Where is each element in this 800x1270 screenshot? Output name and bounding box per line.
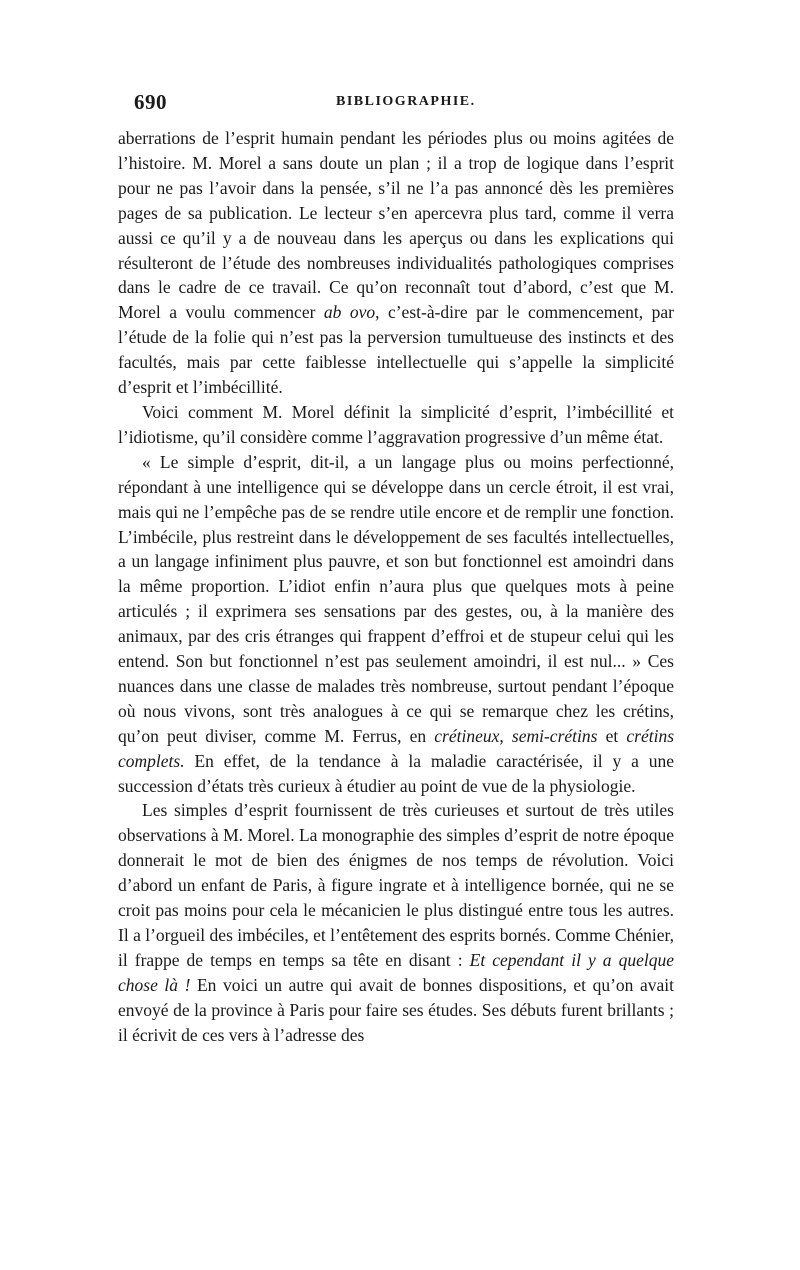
paragraph-1-text: aberrations de l’esprit humain pendant les périodes plus ou moins agitées de l’histoire. M. Morel a sans doute un plan ; il a trop de logique dans l’esprit pour ne pas l’avoir dans la pensée, s’il ne l’a pas annoncé dès les premières pages de sa publication. Le lecteur s’en apercevra plus tard, comme il verra aussi ce qu’il y a de nouveau dans les aperçus ou dans les explications qui résulteront de l’étude des nombreuses individualités pathologiques comprises dans le cadre de ce travail. Ce qu’on reconnaît tout d’abord, c’est que M. Morel a voulu commencer [118, 128, 674, 323]
paragraph-3-sep-2: et [605, 725, 619, 746]
paragraph-3-end: En effet, de la tendance à la maladie caractérisée, il y a une succession d’états très curieux à étudier au point de vue de la physiologie. [118, 750, 675, 796]
page-header [118, 88, 674, 118]
paragraph-3 [118, 450, 674, 799]
paragraph-3-term-1: crétineux [434, 725, 500, 746]
paragraph-4-italic: Et cependant il y a quelque chose là ! [118, 949, 674, 995]
paragraph-3-term-3: crétins complets. [118, 725, 675, 771]
paragraph-2: Voici comment M. Morel définit la simplicité d’esprit, l’imbécillité et l’idiotisme, qu’il considère comme l’aggravation progressive d’un même état. [118, 401, 674, 447]
paragraph-4-text: Les simples d’esprit fournissent de très curieuses et surtout de très utiles observations à M. Morel. La monographie des simples d’esprit de notre époque donnerait le mot de bien des énigmes de nos temps de révolution. Voici d’abord un enfant de Paris, à figure ingrate et à intelligence bornée, qui ne se croit pas moins pour cela le mécanicien le plus distingué entre tous les autres. Il a l’orgueil des imbéciles, et l’entêtement des esprits bornés. Comme Chénier, il frappe de temps en temps sa tête en disant : [118, 800, 674, 970]
paragraph-4-end: En voici un autre qui avait de bonnes dispositions, et qu’on avait envoyé de la province à Paris pour faire ses études. Ses débuts furent brillants ; il écrivit de ces vers à l’adresse des [118, 974, 675, 1045]
paragraph-1-italic: ab ovo [323, 302, 376, 323]
body-text [118, 126, 674, 1048]
book-page [118, 88, 674, 1048]
paragraph-3-term-2: semi-crétins [511, 725, 598, 746]
paragraph-3-sep-1: , [499, 725, 504, 746]
paragraph-3-text: « Le simple d’esprit, dit-il, a un langage plus ou moins perfectionné, répondant à une intelligence qui se développe dans un cercle étroit, il est vrai, mais qui ne l’empêche pas de se rendre utile encore et de remplir une fonction. L’imbécile, plus restreint dans le développement de ses facultés intellectuelles, a un langage infiniment plus pauvre, et son but fonctionnel est amoindri dans la même proportion. L’idiot enfin n’aura plus que quelques mots à peine articulés ; il exprimera ses sensations par des gestes, ou, à la manière des animaux, par des cris étranges qui frappent d’effroi et de stupeur celui qui les entend. Son but fonctionnel n’est pas seulement amoindri, il est nul... » Ces nuances dans une classe de malades très nombreuse, surtout pendant l’époque où nous vivons, sont très analogues à ce qui se remarque chez les crétins, qu’on peut diviser, comme M. Ferrus, en [118, 451, 674, 746]
page-number: 690 [134, 90, 167, 114]
paragraph-1 [118, 126, 674, 400]
paragraph-1-end: , c’est-à-dire par le commencement, par l’étude de la folie qui n’est pas la perversion tumultueuse des instincts et des facultés, mais par cette faiblesse intellectuelle qui s’appelle la simplicité d’esprit et l’imbécillité. [118, 302, 674, 398]
running-head: BIBLIOGRAPHIE. [336, 94, 476, 109]
paragraph-4 [118, 798, 674, 1047]
